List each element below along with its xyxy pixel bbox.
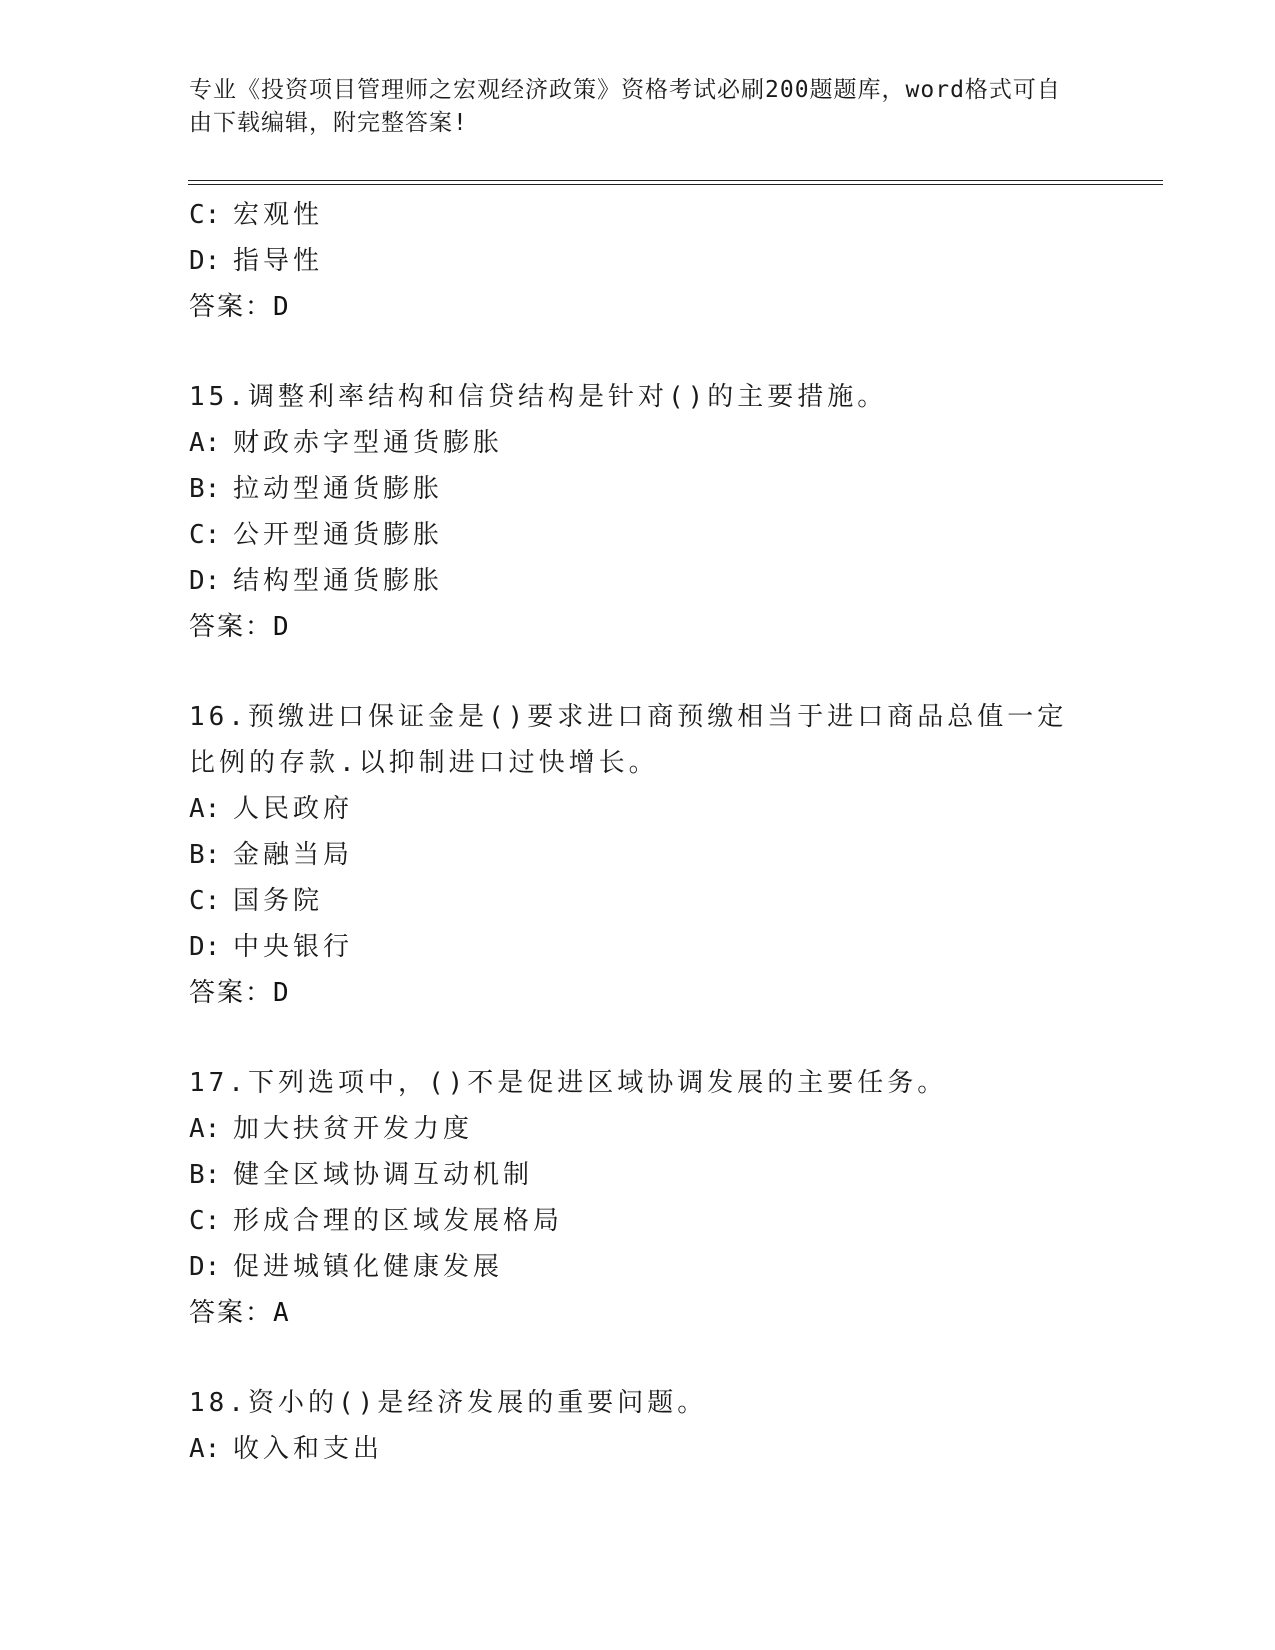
answer-value: D — [273, 978, 291, 1008]
option-text: 金融当局 — [233, 840, 354, 870]
option-text: 形成合理的区域发展格局 — [233, 1206, 564, 1236]
option-letter: D: — [189, 246, 221, 276]
answer-line — [189, 284, 1089, 330]
option-item — [189, 832, 1089, 878]
answer-value: A — [273, 1298, 291, 1328]
question-stem: 16.预缴进口保证金是()要求进口商预缴相当于进口商品总值一定比例的存款.以抑制进口过快增长。 — [189, 702, 1068, 778]
option-item — [189, 786, 1089, 832]
option-text: 加大扶贫开发力度 — [233, 1114, 474, 1144]
answer-label: 答案： — [189, 612, 274, 642]
option-letter: B: — [189, 474, 221, 504]
option-letter: A: — [189, 794, 221, 824]
header-divider-bottom — [188, 184, 1163, 185]
option-item — [189, 1244, 1089, 1290]
option-letter: C: — [189, 200, 221, 230]
answer-value: D — [273, 292, 291, 322]
answer-line — [189, 604, 1089, 650]
option-text: 国务院 — [233, 886, 324, 916]
document-header-title: 专业《投资项目管理师之宏观经济政策》资格考试必刷200题题库，word格式可自由下载编辑，附完整答案! — [189, 77, 1061, 136]
header-divider-top — [188, 180, 1163, 181]
option-text: 宏观性 — [233, 200, 324, 230]
option-text: 中央银行 — [233, 932, 354, 962]
option-letter: D: — [189, 932, 221, 962]
option-text: 结构型通货膨胀 — [233, 566, 444, 596]
option-letter: B: — [189, 840, 221, 870]
option-item — [189, 1198, 1089, 1244]
option-letter: B: — [189, 1160, 221, 1190]
option-text: 拉动型通货膨胀 — [233, 474, 444, 504]
option-item — [189, 192, 1089, 238]
option-item — [189, 558, 1089, 604]
question-list — [189, 192, 1089, 1472]
option-item — [189, 1426, 1089, 1472]
option-letter: C: — [189, 1206, 221, 1236]
option-text: 公开型通货膨胀 — [233, 520, 444, 550]
option-text: 收入和支出 — [233, 1434, 384, 1464]
option-text: 促进城镇化健康发展 — [233, 1252, 504, 1282]
option-item — [189, 1152, 1089, 1198]
answer-label: 答案： — [189, 292, 274, 322]
answer-label: 答案： — [189, 978, 274, 1008]
option-item — [189, 466, 1089, 512]
option-item — [189, 512, 1089, 558]
option-letter: A: — [189, 1114, 221, 1144]
option-text: 财政赤字型通货膨胀 — [233, 428, 504, 458]
option-text: 健全区域协调互动机制 — [233, 1160, 534, 1190]
answer-label: 答案： — [189, 1298, 274, 1328]
answer-line — [189, 970, 1089, 1016]
question-stem: 18.资小的()是经济发展的重要问题。 — [189, 1388, 708, 1418]
question-stem: 15.调整利率结构和信贷结构是针对()的主要措施。 — [189, 382, 888, 412]
option-letter: D: — [189, 566, 221, 596]
option-letter: C: — [189, 520, 221, 550]
question-stem: 17.下列选项中，()不是促进区域协调发展的主要任务。 — [189, 1068, 948, 1098]
option-item — [189, 924, 1089, 970]
option-text: 人民政府 — [233, 794, 354, 824]
option-letter: A: — [189, 428, 221, 458]
option-item — [189, 238, 1089, 284]
option-item — [189, 420, 1089, 466]
answer-line — [189, 1290, 1089, 1336]
option-letter: A: — [189, 1434, 221, 1464]
option-item — [189, 1106, 1089, 1152]
option-letter: C: — [189, 886, 221, 916]
option-letter: D: — [189, 1252, 221, 1282]
answer-value: D — [273, 612, 291, 642]
option-text: 指导性 — [233, 246, 324, 276]
option-item — [189, 878, 1089, 924]
